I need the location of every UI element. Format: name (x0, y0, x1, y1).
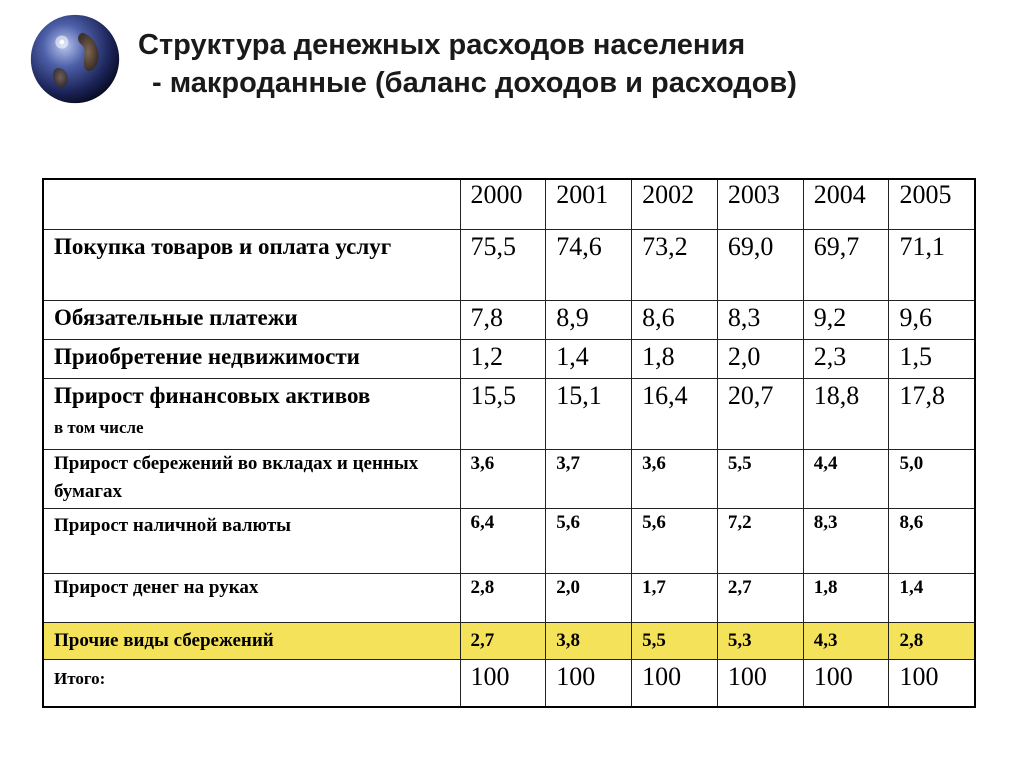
table-row (43, 340, 975, 379)
table-cell: 1,7 (632, 574, 718, 623)
table-cell: 1,8 (803, 574, 889, 623)
table-cell: 6,4 (460, 509, 546, 574)
table-cell: 8,9 (546, 301, 632, 340)
table-cell: 15,5 (460, 379, 546, 450)
year-header: 2005 (889, 179, 975, 230)
table-cell: 18,8 (803, 379, 889, 450)
table-header-row (43, 179, 975, 230)
row-label: Итого: (43, 660, 460, 708)
table-row (43, 230, 975, 301)
table-cell: 4,3 (803, 623, 889, 660)
table-cell: 75,5 (460, 230, 546, 301)
table-cell: 1,5 (889, 340, 975, 379)
row-label: Покупка товаров и оплата услуг (43, 230, 460, 301)
table-row (43, 509, 975, 574)
table-cell: 8,6 (889, 509, 975, 574)
table-row (43, 379, 975, 450)
table-cell: 20,7 (717, 379, 803, 450)
table-cell: 5,5 (632, 623, 718, 660)
row-label-cell (43, 379, 460, 450)
table-cell: 5,6 (546, 509, 632, 574)
table-cell: 1,4 (546, 340, 632, 379)
title-line-1: Структура денежных расходов населения (138, 29, 746, 61)
table-cell: 73,2 (632, 230, 718, 301)
table-cell: 74,6 (546, 230, 632, 301)
highlighted-row (43, 623, 975, 660)
table-cell: 7,2 (717, 509, 803, 574)
total-row (43, 660, 975, 708)
table-cell: 100 (889, 660, 975, 708)
table-cell: 15,1 (546, 379, 632, 450)
table-cell: 2,8 (460, 574, 546, 623)
table-cell: 69,0 (717, 230, 803, 301)
expenses-table (42, 178, 976, 708)
table-cell: 71,1 (889, 230, 975, 301)
table-cell: 2,0 (717, 340, 803, 379)
row-label: Прочие виды сбережений (43, 623, 460, 660)
table-cell: 9,2 (803, 301, 889, 340)
table-cell: 2,7 (717, 574, 803, 623)
row-note: в том числе (54, 418, 144, 437)
table-cell: 2,0 (546, 574, 632, 623)
table-row (43, 574, 975, 623)
table-cell: 3,6 (632, 450, 718, 509)
globe-icon (28, 12, 122, 106)
row-label: Прирост денег на руках (43, 574, 460, 623)
table-cell: 5,5 (717, 450, 803, 509)
table-cell: 3,6 (460, 450, 546, 509)
table-cell: 2,7 (460, 623, 546, 660)
table-cell: 100 (460, 660, 546, 708)
table-cell: 4,4 (803, 450, 889, 509)
table-cell: 100 (803, 660, 889, 708)
year-header: 2001 (546, 179, 632, 230)
table-cell: 16,4 (632, 379, 718, 450)
year-header: 2000 (460, 179, 546, 230)
table-cell: 100 (717, 660, 803, 708)
year-header: 2004 (803, 179, 889, 230)
title-line-2: - макроданные (баланс доходов и расходов) (152, 67, 797, 99)
table-row (43, 450, 975, 509)
year-header: 2002 (632, 179, 718, 230)
table-cell: 5,0 (889, 450, 975, 509)
table-cell: 1,8 (632, 340, 718, 379)
table-cell: 8,6 (632, 301, 718, 340)
table-cell: 69,7 (803, 230, 889, 301)
table-cell: 1,4 (889, 574, 975, 623)
table-cell: 8,3 (803, 509, 889, 574)
row-label: Прирост сбережений во вкладах и ценных бумагах (43, 450, 460, 509)
page-title (138, 26, 998, 102)
row-label: Прирост финансовых активов (54, 383, 371, 408)
table-row (43, 301, 975, 340)
table-cell: 5,3 (717, 623, 803, 660)
row-label: Приобретение недвижимости (43, 340, 460, 379)
row-label: Прирост наличной валюты (43, 509, 460, 574)
table-cell: 17,8 (889, 379, 975, 450)
table-cell: 7,8 (460, 301, 546, 340)
year-header: 2003 (717, 179, 803, 230)
table-cell: 2,8 (889, 623, 975, 660)
table-cell: 9,6 (889, 301, 975, 340)
row-label: Обязательные платежи (43, 301, 460, 340)
table-cell: 8,3 (717, 301, 803, 340)
header-empty-cell (43, 179, 460, 230)
table-cell: 1,2 (460, 340, 546, 379)
table-cell: 3,7 (546, 450, 632, 509)
table-cell: 100 (632, 660, 718, 708)
table-cell: 3,8 (546, 623, 632, 660)
table-cell: 100 (546, 660, 632, 708)
table-cell: 2,3 (803, 340, 889, 379)
table-cell: 5,6 (632, 509, 718, 574)
